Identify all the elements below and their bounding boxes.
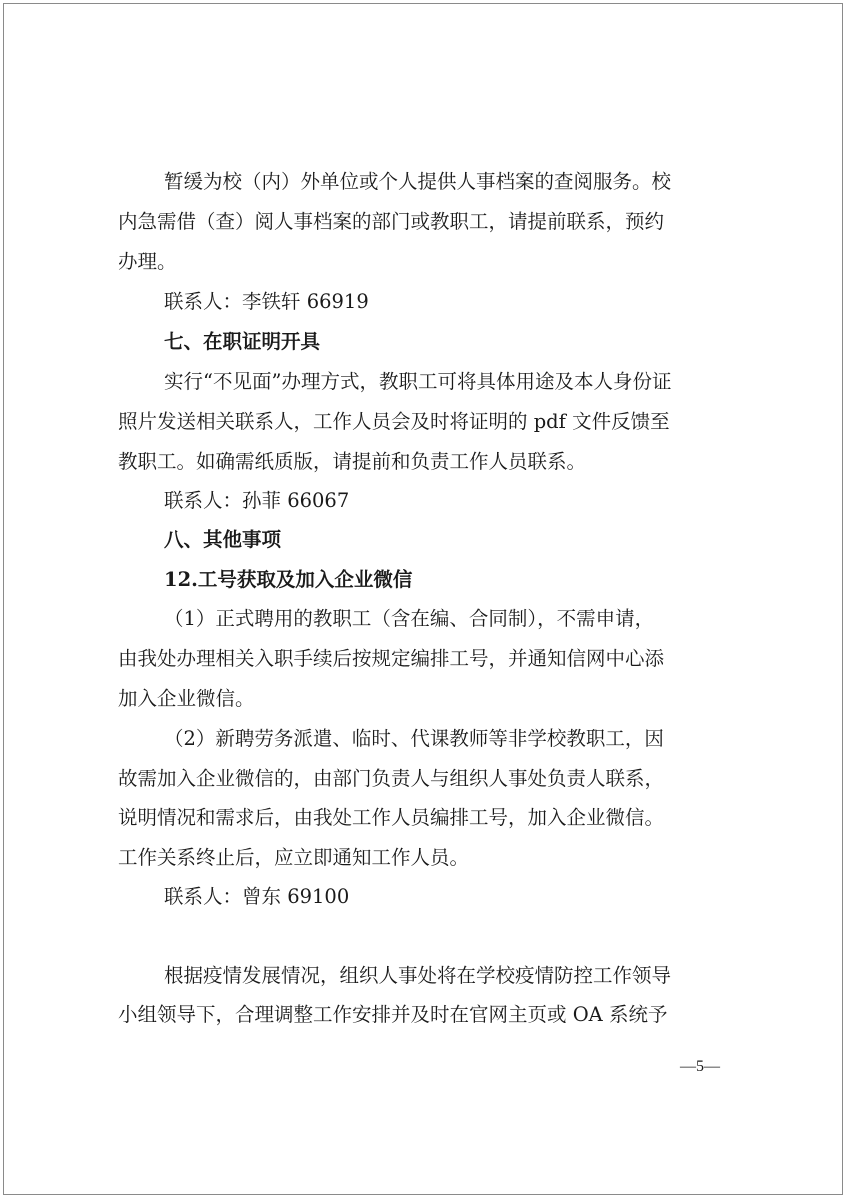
page-number: —5— bbox=[680, 1058, 720, 1075]
paragraph-line: 小组领导下，合理调整工作安排并及时在官网主页或 OA 系统予 bbox=[118, 1003, 668, 1026]
paragraph-line: 教职工。如确需纸质版，请提前和负责工作人员联系。 bbox=[118, 450, 587, 473]
paragraph-line: 办理。 bbox=[118, 250, 177, 273]
contact-line: 联系人：曾东 69100 bbox=[164, 885, 350, 908]
contact-line: 联系人：孙菲 66067 bbox=[164, 489, 350, 512]
section-heading: 七、在职证明开具 bbox=[164, 330, 321, 353]
paragraph-line: 根据疫情发展情况，组织人事处将在学校疫情防控工作领导 bbox=[164, 964, 672, 987]
section-heading: 八、其他事项 bbox=[164, 528, 282, 551]
paragraph-line: 实行“不见面”办理方式，教职工可将具体用途及本人身份证 bbox=[164, 370, 672, 393]
paragraph-line: （1）正式聘用的教职工（含在编、合同制），不需申请， bbox=[164, 607, 655, 630]
paragraph-line: 加入企业微信。 bbox=[118, 687, 255, 710]
contact-line: 联系人：李铁轩 66919 bbox=[164, 290, 369, 313]
paragraph-line: 由我处办理相关入职手续后按规定编排工号，并通知信网中心添 bbox=[118, 647, 665, 670]
paragraph-line: 说明情况和需求后，由我处工作人员编排工号，加入企业微信。 bbox=[118, 806, 665, 829]
paragraph-line: 故需加入企业微信的，由部门负责人与组织人事处负责人联系， bbox=[118, 767, 665, 790]
paragraph-line: 工作关系终止后，应立即通知工作人员。 bbox=[118, 846, 470, 869]
paragraph-line: 暂缓为校（内）外单位或个人提供人事档案的查阅服务。校 bbox=[164, 170, 672, 193]
document-page bbox=[3, 3, 843, 1195]
paragraph-line: 照片发送相关联系人，工作人员会及时将证明的 pdf 文件反馈至 bbox=[118, 410, 670, 433]
subsection-heading: 12.工号获取及加入企业微信 bbox=[164, 568, 413, 591]
paragraph-line: （2）新聘劳务派遣、临时、代课教师等非学校教职工，因 bbox=[164, 727, 664, 750]
paragraph-line: 内急需借（查）阅人事档案的部门或教职工，请提前联系，预约 bbox=[118, 210, 665, 233]
